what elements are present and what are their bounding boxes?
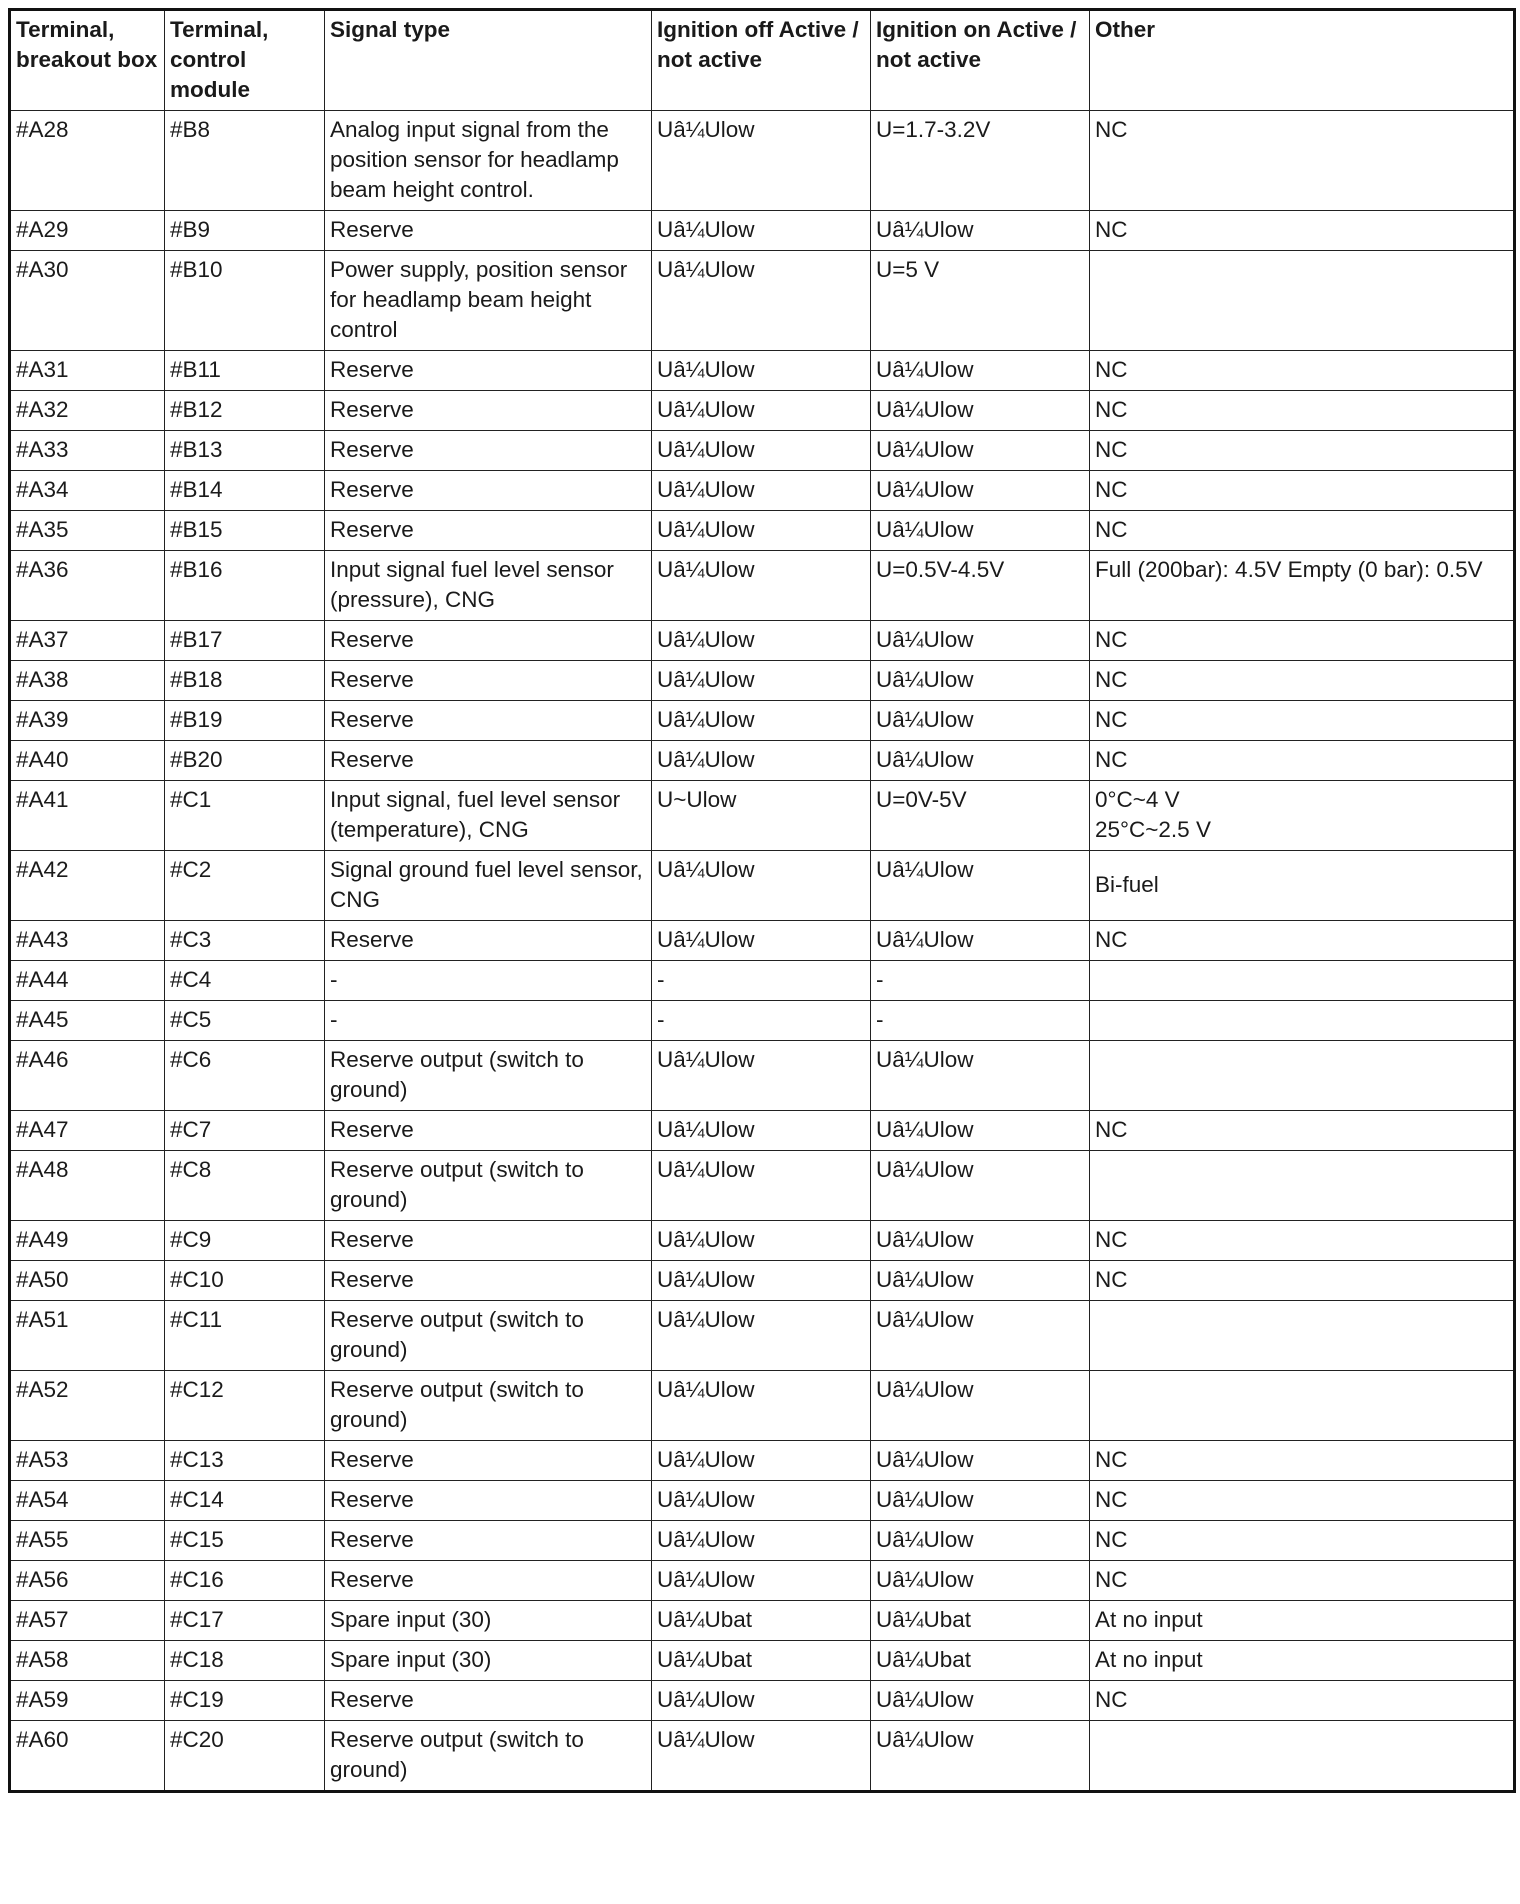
- cell-terminal-control-module: #C10: [165, 1261, 325, 1301]
- cell-ignition-on: Uâ¼Ubat: [871, 1641, 1090, 1681]
- cell-terminal-breakout-box: #A33: [10, 431, 165, 471]
- cell-terminal-control-module: #C16: [165, 1561, 325, 1601]
- cell-ignition-on: U=0V-5V: [871, 781, 1090, 851]
- cell-ignition-on: Uâ¼Ulow: [871, 851, 1090, 921]
- cell-terminal-control-module: #C6: [165, 1041, 325, 1111]
- table-row: [10, 1041, 1515, 1111]
- cell-ignition-off: Uâ¼Ulow: [652, 1371, 871, 1441]
- cell-ignition-off: Uâ¼Ulow: [652, 1221, 871, 1261]
- cell-other: [1090, 961, 1515, 1001]
- cell-terminal-breakout-box: #A45: [10, 1001, 165, 1041]
- cell-terminal-breakout-box: #A55: [10, 1521, 165, 1561]
- cell-terminal-breakout-box: #A38: [10, 661, 165, 701]
- cell-terminal-control-module: #C8: [165, 1151, 325, 1221]
- cell-other: [1090, 1001, 1515, 1041]
- cell-ignition-on: Uâ¼Ubat: [871, 1601, 1090, 1641]
- cell-other: [1090, 1371, 1515, 1441]
- cell-ignition-off: Uâ¼Ulow: [652, 661, 871, 701]
- cell-terminal-control-module: #C20: [165, 1721, 325, 1792]
- cell-signal-type: Reserve: [325, 1441, 652, 1481]
- cell-ignition-on: Uâ¼Ulow: [871, 1481, 1090, 1521]
- cell-ignition-off: Uâ¼Ulow: [652, 1521, 871, 1561]
- cell-other: NC: [1090, 1521, 1515, 1561]
- cell-ignition-on: -: [871, 961, 1090, 1001]
- cell-ignition-off: Uâ¼Ulow: [652, 1111, 871, 1151]
- cell-signal-type: Input signal fuel level sensor (pressure), CNG: [325, 551, 652, 621]
- cell-ignition-off: Uâ¼Ulow: [652, 1151, 871, 1221]
- header-other: Other: [1090, 10, 1515, 111]
- cell-other: NC: [1090, 471, 1515, 511]
- cell-other: NC: [1090, 1481, 1515, 1521]
- cell-ignition-off: Uâ¼Ulow: [652, 211, 871, 251]
- cell-signal-type: Reserve: [325, 621, 652, 661]
- cell-terminal-control-module: #B19: [165, 701, 325, 741]
- cell-signal-type: Reserve: [325, 1521, 652, 1561]
- cell-signal-type: Reserve output (switch to ground): [325, 1371, 652, 1441]
- cell-ignition-on: Uâ¼Ulow: [871, 1721, 1090, 1792]
- cell-terminal-control-module: #C5: [165, 1001, 325, 1041]
- cell-signal-type: Reserve: [325, 701, 652, 741]
- cell-ignition-on: Uâ¼Ulow: [871, 1441, 1090, 1481]
- cell-other: NC: [1090, 1221, 1515, 1261]
- cell-terminal-control-module: #B11: [165, 351, 325, 391]
- cell-signal-type: -: [325, 961, 652, 1001]
- cell-terminal-breakout-box: #A51: [10, 1301, 165, 1371]
- cell-ignition-on: Uâ¼Ulow: [871, 1521, 1090, 1561]
- cell-ignition-off: Uâ¼Ulow: [652, 851, 871, 921]
- cell-signal-type: Analog input signal from the position sensor for headlamp beam height control.: [325, 111, 652, 211]
- cell-ignition-off: Uâ¼Ulow: [652, 1301, 871, 1371]
- table-row: [10, 471, 1515, 511]
- table-row: [10, 961, 1515, 1001]
- cell-other: NC: [1090, 211, 1515, 251]
- cell-terminal-breakout-box: #A48: [10, 1151, 165, 1221]
- cell-ignition-on: Uâ¼Ulow: [871, 1681, 1090, 1721]
- cell-signal-type: Reserve output (switch to ground): [325, 1301, 652, 1371]
- table-row: [10, 431, 1515, 471]
- cell-terminal-control-module: #C11: [165, 1301, 325, 1371]
- cell-other: NC: [1090, 351, 1515, 391]
- cell-other: NC: [1090, 1111, 1515, 1151]
- cell-other: At no input: [1090, 1601, 1515, 1641]
- cell-other: [1090, 251, 1515, 351]
- cell-other: NC: [1090, 1441, 1515, 1481]
- cell-other: NC: [1090, 741, 1515, 781]
- table-row: [10, 661, 1515, 701]
- cell-ignition-off: Uâ¼Ulow: [652, 741, 871, 781]
- cell-ignition-off: Uâ¼Ulow: [652, 471, 871, 511]
- cell-signal-type: Reserve: [325, 471, 652, 511]
- cell-other: NC: [1090, 111, 1515, 211]
- cell-terminal-breakout-box: #A37: [10, 621, 165, 661]
- cell-ignition-on: Uâ¼Ulow: [871, 1561, 1090, 1601]
- cell-ignition-on: Uâ¼Ulow: [871, 1261, 1090, 1301]
- cell-signal-type: Reserve: [325, 1261, 652, 1301]
- cell-ignition-on: Uâ¼Ulow: [871, 391, 1090, 431]
- cell-terminal-control-module: #B18: [165, 661, 325, 701]
- cell-signal-type: Reserve: [325, 741, 652, 781]
- cell-ignition-off: Uâ¼Ulow: [652, 391, 871, 431]
- cell-signal-type: Reserve: [325, 1561, 652, 1601]
- cell-terminal-control-module: #C3: [165, 921, 325, 961]
- cell-terminal-control-module: #C14: [165, 1481, 325, 1521]
- cell-ignition-off: -: [652, 1001, 871, 1041]
- cell-signal-type: Reserve: [325, 1111, 652, 1151]
- cell-ignition-off: Uâ¼Ulow: [652, 621, 871, 661]
- cell-other: [1090, 1721, 1515, 1792]
- cell-terminal-breakout-box: #A47: [10, 1111, 165, 1151]
- cell-terminal-control-module: #C15: [165, 1521, 325, 1561]
- cell-terminal-breakout-box: #A41: [10, 781, 165, 851]
- header-signal-type: Signal type: [325, 10, 652, 111]
- cell-terminal-breakout-box: #A42: [10, 851, 165, 921]
- cell-other: NC: [1090, 391, 1515, 431]
- cell-ignition-off: Uâ¼Ulow: [652, 1481, 871, 1521]
- cell-ignition-off: U~Ulow: [652, 781, 871, 851]
- cell-terminal-control-module: #C12: [165, 1371, 325, 1441]
- table-header: [10, 10, 1515, 111]
- cell-ignition-off: Uâ¼Ulow: [652, 1721, 871, 1792]
- cell-ignition-on: Uâ¼Ulow: [871, 211, 1090, 251]
- table-row: [10, 1441, 1515, 1481]
- cell-other: NC: [1090, 1261, 1515, 1301]
- cell-other: Bi-fuel: [1090, 851, 1515, 921]
- cell-other: NC: [1090, 511, 1515, 551]
- cell-ignition-on: Uâ¼Ulow: [871, 921, 1090, 961]
- cell-signal-type: Reserve: [325, 921, 652, 961]
- cell-ignition-off: Uâ¼Ulow: [652, 111, 871, 211]
- cell-terminal-breakout-box: #A32: [10, 391, 165, 431]
- table-row: [10, 511, 1515, 551]
- cell-ignition-on: Uâ¼Ulow: [871, 661, 1090, 701]
- cell-terminal-control-module: #B15: [165, 511, 325, 551]
- cell-ignition-on: Uâ¼Ulow: [871, 1041, 1090, 1111]
- cell-ignition-on: U=0.5V-4.5V: [871, 551, 1090, 621]
- cell-ignition-off: Uâ¼Ulow: [652, 431, 871, 471]
- cell-other: At no input: [1090, 1641, 1515, 1681]
- cell-signal-type: Reserve: [325, 431, 652, 471]
- table-row: [10, 1681, 1515, 1721]
- table-row: [10, 1561, 1515, 1601]
- cell-other: NC: [1090, 701, 1515, 741]
- cell-ignition-on: Uâ¼Ulow: [871, 741, 1090, 781]
- cell-terminal-breakout-box: #A43: [10, 921, 165, 961]
- cell-signal-type: Spare input (30): [325, 1641, 652, 1681]
- cell-ignition-on: -: [871, 1001, 1090, 1041]
- cell-signal-type: Reserve: [325, 1681, 652, 1721]
- cell-terminal-breakout-box: #A30: [10, 251, 165, 351]
- table-row: [10, 1001, 1515, 1041]
- cell-terminal-control-module: #B10: [165, 251, 325, 351]
- cell-terminal-control-module: #C1: [165, 781, 325, 851]
- cell-terminal-breakout-box: #A59: [10, 1681, 165, 1721]
- cell-other: Full (200bar): 4.5V Empty (0 bar): 0.5V: [1090, 551, 1515, 621]
- cell-terminal-control-module: #B8: [165, 111, 325, 211]
- cell-ignition-off: Uâ¼Ulow: [652, 511, 871, 551]
- table-row: [10, 391, 1515, 431]
- table-row: [10, 921, 1515, 961]
- cell-ignition-on: Uâ¼Ulow: [871, 471, 1090, 511]
- cell-terminal-breakout-box: #A60: [10, 1721, 165, 1792]
- table-row: [10, 741, 1515, 781]
- cell-terminal-breakout-box: #A39: [10, 701, 165, 741]
- cell-signal-type: Power supply, position sensor for headlamp beam height control: [325, 251, 652, 351]
- cell-other: NC: [1090, 1681, 1515, 1721]
- cell-ignition-on: Uâ¼Ulow: [871, 701, 1090, 741]
- cell-terminal-breakout-box: #A36: [10, 551, 165, 621]
- cell-signal-type: Reserve: [325, 1481, 652, 1521]
- cell-signal-type: Reserve output (switch to ground): [325, 1721, 652, 1792]
- cell-ignition-off: Uâ¼Ulow: [652, 701, 871, 741]
- cell-ignition-off: Uâ¼Ulow: [652, 1681, 871, 1721]
- cell-ignition-on: Uâ¼Ulow: [871, 1301, 1090, 1371]
- cell-terminal-control-module: #C9: [165, 1221, 325, 1261]
- cell-other: [1090, 1301, 1515, 1371]
- cell-ignition-on: U=5 V: [871, 251, 1090, 351]
- cell-terminal-breakout-box: #A54: [10, 1481, 165, 1521]
- cell-ignition-off: Uâ¼Ulow: [652, 921, 871, 961]
- cell-other: NC: [1090, 661, 1515, 701]
- cell-ignition-on: Uâ¼Ulow: [871, 1111, 1090, 1151]
- cell-signal-type: Reserve: [325, 351, 652, 391]
- table-row: [10, 701, 1515, 741]
- cell-signal-type: Reserve: [325, 661, 652, 701]
- cell-ignition-on: U=1.7-3.2V: [871, 111, 1090, 211]
- cell-terminal-control-module: #B13: [165, 431, 325, 471]
- cell-terminal-breakout-box: #A35: [10, 511, 165, 551]
- cell-other: NC: [1090, 921, 1515, 961]
- pin-assignment-table: [8, 8, 1516, 1793]
- cell-signal-type: Reserve: [325, 391, 652, 431]
- cell-terminal-control-module: #B16: [165, 551, 325, 621]
- cell-signal-type: Input signal, fuel level sensor (temperature), CNG: [325, 781, 652, 851]
- cell-other: NC: [1090, 1561, 1515, 1601]
- cell-terminal-control-module: #C17: [165, 1601, 325, 1641]
- cell-ignition-on: Uâ¼Ulow: [871, 351, 1090, 391]
- table-row: [10, 211, 1515, 251]
- cell-signal-type: Reserve: [325, 1221, 652, 1261]
- cell-terminal-control-module: #B17: [165, 621, 325, 661]
- table-row: [10, 1111, 1515, 1151]
- header-terminal-breakout-box: Terminal, breakout box: [10, 10, 165, 111]
- header-row: [10, 10, 1515, 111]
- cell-other: [1090, 1151, 1515, 1221]
- cell-terminal-breakout-box: #A56: [10, 1561, 165, 1601]
- cell-terminal-breakout-box: #A31: [10, 351, 165, 391]
- cell-other: NC: [1090, 431, 1515, 471]
- table-row: [10, 1721, 1515, 1792]
- cell-terminal-control-module: #C4: [165, 961, 325, 1001]
- cell-ignition-on: Uâ¼Ulow: [871, 1221, 1090, 1261]
- table-row: [10, 251, 1515, 351]
- table-row: [10, 1641, 1515, 1681]
- cell-terminal-breakout-box: #A58: [10, 1641, 165, 1681]
- cell-signal-type: Signal ground fuel level sensor, CNG: [325, 851, 652, 921]
- table-row: [10, 1371, 1515, 1441]
- cell-terminal-breakout-box: #A34: [10, 471, 165, 511]
- cell-ignition-off: -: [652, 961, 871, 1001]
- cell-terminal-breakout-box: #A50: [10, 1261, 165, 1301]
- cell-ignition-off: Uâ¼Ulow: [652, 551, 871, 621]
- cell-terminal-control-module: #C18: [165, 1641, 325, 1681]
- cell-ignition-off: Uâ¼Ulow: [652, 1041, 871, 1111]
- cell-ignition-on: Uâ¼Ulow: [871, 1151, 1090, 1221]
- cell-terminal-control-module: #C13: [165, 1441, 325, 1481]
- cell-ignition-off: Uâ¼Ubat: [652, 1641, 871, 1681]
- table-row: [10, 551, 1515, 621]
- table-row: [10, 1221, 1515, 1261]
- cell-terminal-breakout-box: #A49: [10, 1221, 165, 1261]
- cell-other: [1090, 1041, 1515, 1111]
- table-row: [10, 1521, 1515, 1561]
- cell-terminal-breakout-box: #A29: [10, 211, 165, 251]
- header-terminal-control-module: Terminal, control module: [165, 10, 325, 111]
- cell-ignition-on: Uâ¼Ulow: [871, 431, 1090, 471]
- cell-ignition-off: Uâ¼Ulow: [652, 251, 871, 351]
- cell-terminal-control-module: #B14: [165, 471, 325, 511]
- cell-signal-type: Spare input (30): [325, 1601, 652, 1641]
- cell-ignition-on: Uâ¼Ulow: [871, 1371, 1090, 1441]
- cell-terminal-control-module: #C19: [165, 1681, 325, 1721]
- cell-terminal-breakout-box: #A53: [10, 1441, 165, 1481]
- cell-terminal-control-module: #B12: [165, 391, 325, 431]
- cell-ignition-off: Uâ¼Ulow: [652, 1441, 871, 1481]
- cell-ignition-off: Uâ¼Ubat: [652, 1601, 871, 1641]
- cell-other: 0°C~4 V 25°C~2.5 V: [1090, 781, 1515, 851]
- table-row: [10, 1151, 1515, 1221]
- table-row: [10, 1601, 1515, 1641]
- table-row: [10, 1481, 1515, 1521]
- table-row: [10, 351, 1515, 391]
- table-row: [10, 111, 1515, 211]
- cell-terminal-control-module: #C2: [165, 851, 325, 921]
- table-row: [10, 851, 1515, 921]
- cell-ignition-off: Uâ¼Ulow: [652, 1561, 871, 1601]
- cell-terminal-breakout-box: #A40: [10, 741, 165, 781]
- cell-signal-type: Reserve: [325, 211, 652, 251]
- cell-terminal-breakout-box: #A57: [10, 1601, 165, 1641]
- cell-other: NC: [1090, 621, 1515, 661]
- cell-ignition-off: Uâ¼Ulow: [652, 351, 871, 391]
- header-ignition-off: Ignition off Active / not active: [652, 10, 871, 111]
- cell-terminal-breakout-box: #A46: [10, 1041, 165, 1111]
- cell-terminal-breakout-box: #A28: [10, 111, 165, 211]
- cell-terminal-control-module: #B9: [165, 211, 325, 251]
- cell-terminal-control-module: #C7: [165, 1111, 325, 1151]
- cell-signal-type: Reserve output (switch to ground): [325, 1151, 652, 1221]
- table-row: [10, 1261, 1515, 1301]
- cell-ignition-on: Uâ¼Ulow: [871, 511, 1090, 551]
- table-row: [10, 621, 1515, 661]
- cell-terminal-control-module: #B20: [165, 741, 325, 781]
- cell-ignition-on: Uâ¼Ulow: [871, 621, 1090, 661]
- cell-terminal-breakout-box: #A44: [10, 961, 165, 1001]
- table-row: [10, 781, 1515, 851]
- cell-signal-type: Reserve output (switch to ground): [325, 1041, 652, 1111]
- cell-signal-type: -: [325, 1001, 652, 1041]
- header-ignition-on: Ignition on Active / not active: [871, 10, 1090, 111]
- table-body: [10, 111, 1515, 1792]
- cell-ignition-off: Uâ¼Ulow: [652, 1261, 871, 1301]
- cell-signal-type: Reserve: [325, 511, 652, 551]
- cell-terminal-breakout-box: #A52: [10, 1371, 165, 1441]
- table-row: [10, 1301, 1515, 1371]
